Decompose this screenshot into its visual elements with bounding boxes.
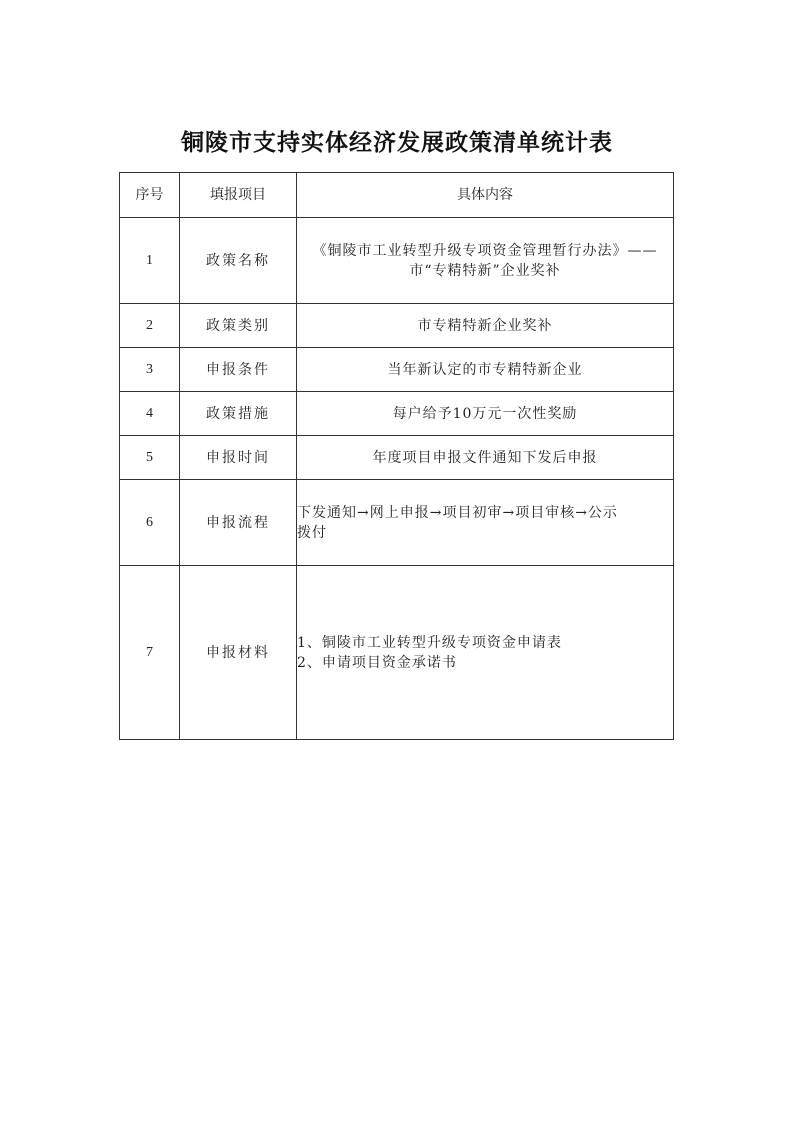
content-line: 《铜陵市工业转型升级专项资金管理暂行办法》—— — [312, 242, 658, 259]
header-num: 序号 — [120, 173, 180, 218]
row-item: 申报条件 — [180, 348, 297, 392]
row-item: 政策措施 — [180, 392, 297, 436]
row-content — [297, 348, 674, 392]
row-num: 3 — [120, 348, 180, 392]
content-line: 下发通知→网上申报→项目初审→项目审核→公示 — [297, 504, 618, 521]
row-content — [297, 436, 674, 480]
table-row — [120, 218, 674, 304]
row-item: 政策类别 — [180, 304, 297, 348]
row-content — [297, 392, 674, 436]
row-num: 5 — [120, 436, 180, 480]
table-row — [120, 348, 674, 392]
table-row — [120, 436, 674, 480]
row-num: 4 — [120, 392, 180, 436]
content-line: 市专精特新企业奖补 — [417, 317, 553, 334]
row-content — [297, 304, 674, 348]
row-item: 申报材料 — [180, 566, 297, 740]
row-content — [297, 218, 674, 304]
row-content — [297, 566, 674, 740]
content-line: 市“专精特新”企业奖补 — [409, 262, 561, 279]
table-row — [120, 566, 674, 740]
content-line: 年度项目申报文件通知下发后申报 — [372, 449, 598, 466]
table-row — [120, 392, 674, 436]
policy-table — [119, 172, 674, 740]
header-item: 填报项目 — [180, 173, 297, 218]
table-header-row — [120, 173, 674, 218]
row-num: 7 — [120, 566, 180, 740]
row-item: 政策名称 — [180, 218, 297, 304]
content-line: 1、铜陵市工业转型升级专项资金申请表 — [297, 634, 562, 651]
row-num: 1 — [120, 218, 180, 304]
header-content: 具体内容 — [297, 173, 674, 218]
table-row — [120, 304, 674, 348]
page-title: 铜陵市支持实体经济发展政策清单统计表 — [181, 129, 613, 156]
content-line: 每户给予10万元一次性奖励 — [392, 405, 578, 422]
row-num: 2 — [120, 304, 180, 348]
table-row — [120, 480, 674, 566]
content-line: 拨付 — [297, 524, 327, 541]
row-num: 6 — [120, 480, 180, 566]
content-line: 2、申请项目资金承诺书 — [297, 654, 457, 671]
row-content — [297, 480, 674, 566]
row-item: 申报流程 — [180, 480, 297, 566]
row-item: 申报时间 — [180, 436, 297, 480]
content-line: 当年新认定的市专精特新企业 — [387, 361, 583, 378]
